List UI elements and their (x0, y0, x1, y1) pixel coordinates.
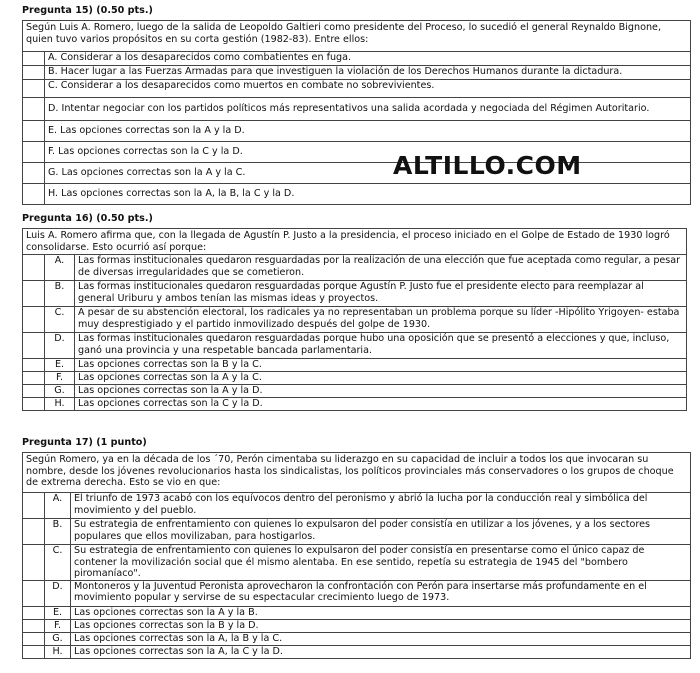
option-f[interactable]: F. Las opciones correctas son la C y la D. (45, 142, 691, 163)
option-letter: F. (45, 619, 71, 632)
option-letter: G. (45, 632, 71, 645)
option-text[interactable]: Las formas institucionales quedaron resguardadas porque hubo una oposición que se presentó a elecciones y que, incluso, ganó una provincia y una respetable bancada parlamentaria. (75, 333, 687, 359)
question-17-table (22, 452, 691, 659)
option-letter: B. (45, 519, 71, 545)
option-letter: G. (45, 385, 75, 398)
option-text[interactable]: Las opciones correctas son la A y la B. (71, 606, 691, 619)
question-17-header: Pregunta 17) (1 punto) (22, 437, 147, 448)
option-text[interactable]: Las opciones correctas son la A, la C y la D. (71, 645, 691, 658)
question-16-stem: Luis A. Romero afirma que, con la llegada de Agustín P. Justo a la presidencia, el proceso iniciado en el Golpe de Estado de 1930 logró consolidarse. Esto ocurrió así porque: (23, 229, 687, 255)
option-text[interactable]: El triunfo de 1973 acabó con los equívocos dentro del peronismo y abrió la lucha por la conducción real y simbólica del movimiento y del pueblo. (71, 493, 691, 519)
option-text[interactable]: Su estrategia de enfrentamiento con quienes lo expulsaron del poder consistía en utilizar a los jóvenes, y a los sectores populares que ellos movilizaban, para hostigarlos. (71, 519, 691, 545)
option-a[interactable]: A. Considerar a los desaparecidos como combatientes en fuga. (45, 52, 691, 66)
question-15-stem: Según Luis A. Romero, luego de la salida de Leopoldo Galtieri como presidente del Proceso, lo sucedió el general Reynaldo Bignone, quien tuvo varios propósitos en su corta gestión (1982-83). Entre ellos: (23, 21, 691, 52)
option-text[interactable]: Las formas institucionales quedaron resguardadas por la realización de una elección que fue aceptada como regular, a pesar de diversas irregularidades que se cometieron. (75, 255, 687, 281)
question-17-stem: Según Romero, ya en la década de los ´70, Perón cimentaba su liderazgo en su capacidad de incluir a todos los que invocaran su nombre, desde los jóvenes revolucionarios hasta los sindicalistas, los políticos provinciales más conservadores o los grupos de choque de extrema derecha. Esto se vio en que: (23, 453, 691, 493)
option-letter: A. (45, 255, 75, 281)
option-letter: H. (45, 645, 71, 658)
option-letter: E. (45, 359, 75, 372)
question-16-table (22, 228, 687, 411)
option-letter: C. (45, 545, 71, 581)
option-text[interactable]: Las opciones correctas son la A, la B y la C. (71, 632, 691, 645)
option-text[interactable]: Las formas institucionales quedaron resguardadas porque Agustín P. Justo fue el presidente electo para reemplazar al general Uriburu y ambos tenían las mismas ideas y proyectos. (75, 281, 687, 307)
option-text[interactable]: Las opciones correctas son la C y la D. (75, 398, 687, 411)
option-text[interactable]: Montoneros y la Juventud Peronista aprovecharon la confrontación con Perón para insertarse más profundamente en el movimiento popular y servirse de su espectacular crecimiento luego de 1973. (71, 580, 691, 606)
question-15-table (22, 20, 691, 205)
option-letter: A. (45, 493, 71, 519)
altillo-watermark: ALTILLO.COM (393, 151, 582, 180)
question-16-header: Pregunta 16) (0.50 pts.) (22, 213, 153, 224)
option-text[interactable]: Las opciones correctas son la B y la C. (75, 359, 687, 372)
option-b[interactable]: B. Hacer lugar a las Fuerzas Armadas para que investiguen la violación de los Derechos Humanos durante la dictadura. (45, 66, 691, 80)
option-letter: D. (45, 580, 71, 606)
option-letter: H. (45, 398, 75, 411)
option-letter: E. (45, 606, 71, 619)
option-c[interactable]: C. Considerar a los desaparecidos como muertos en combate no sobrevivientes. (45, 80, 691, 98)
option-letter: C. (45, 307, 75, 333)
option-text[interactable]: Su estrategia de enfrentamiento con quienes lo expulsaron del poder consistía en presentarse como el único capaz de contener la movilización social que él mismo alentaba. En ese sentido, repetía su estrategia de 1945 del "bombero piromaníaco". (71, 545, 691, 581)
option-letter: B. (45, 281, 75, 307)
question-15-header: Pregunta 15) (0.50 pts.) (22, 5, 153, 16)
option-text[interactable]: Las opciones correctas son la A y la C. (75, 372, 687, 385)
option-text[interactable]: A pesar de su abstención electoral, los radicales ya no representaban un problema porque su líder -Hipólito Yrigoyen- estaba muy desprestigiado y el partido inmovilizado después del golpe de 1930. (75, 307, 687, 333)
option-d[interactable]: D. Intentar negociar con los partidos políticos más representativos una salida acordada y negociada del Régimen Autoritario. (45, 98, 691, 121)
option-text[interactable]: Las opciones correctas son la A y la D. (75, 385, 687, 398)
option-text[interactable]: Las opciones correctas son la B y la D. (71, 619, 691, 632)
option-letter: D. (45, 333, 75, 359)
option-letter: F. (45, 372, 75, 385)
option-e[interactable]: E. Las opciones correctas son la A y la D. (45, 121, 691, 142)
option-h[interactable]: H. Las opciones correctas son la A, la B, la C y la D. (45, 184, 691, 205)
option-g[interactable]: G. Las opciones correctas son la A y la C. (45, 163, 691, 184)
